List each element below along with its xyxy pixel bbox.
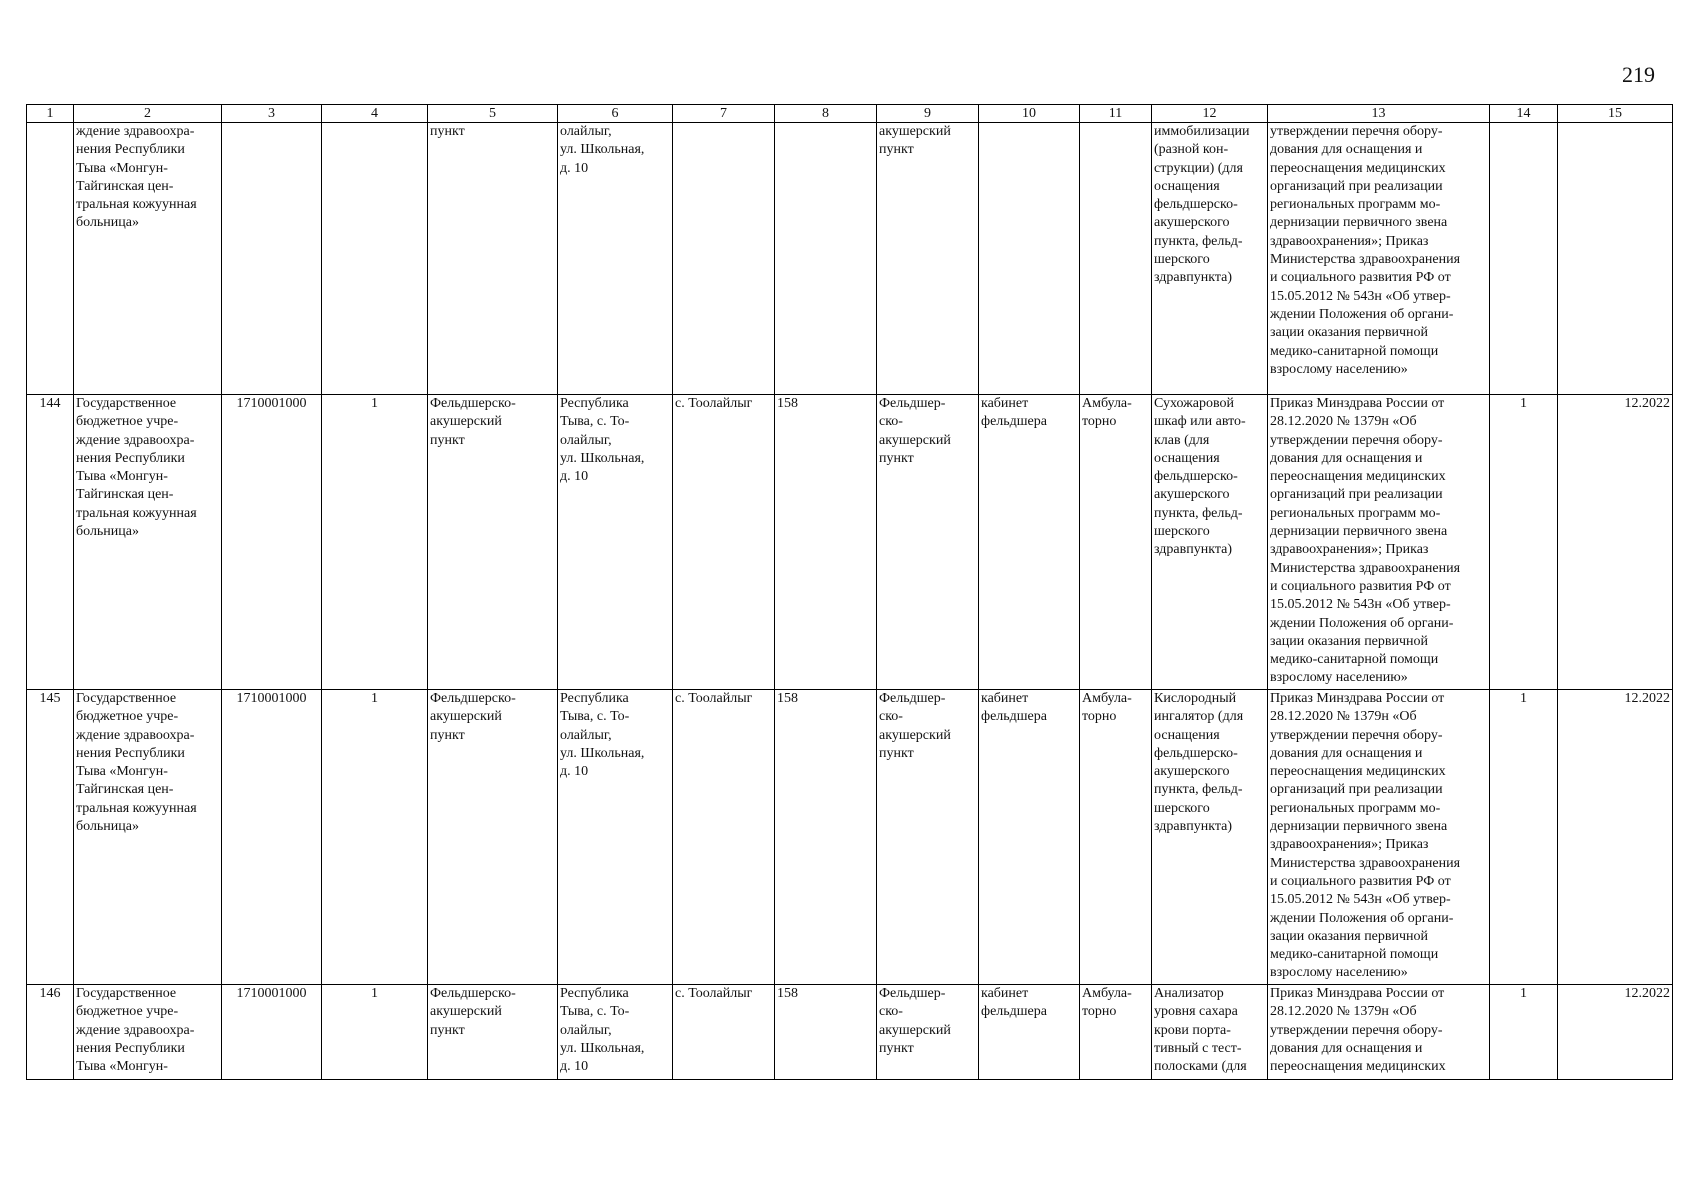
quantity-cell: 1 [1490, 690, 1558, 985]
legal-basis-cell: Приказ Минздрава России от 28.12.2020 № 1379н «Об утверждении перечня обору- дования для оснащения и переоснащения медицинских организаций при реализации региональных программ мо- дернизации первичного звена здравоохранения»; Приказ Министерства здравоохранения и социального развития РФ от 15.05.2012 № 543н «Об утвер- ждении Положения об органи- зации оказания первичной медико-санитарной помощи взрослому населению» [1268, 690, 1490, 985]
address-cell: Республика Тыва, с. То- олайлыг, ул. Школьная, д. 10 [558, 985, 673, 1080]
facility-type-cell: Фельдшерско- акушерский пункт [428, 690, 558, 985]
quantity-cell [1490, 123, 1558, 395]
row-number: 145 [27, 690, 74, 985]
column-number: 14 [1490, 105, 1558, 123]
unit-cell: Фельдшер- ско- акушерский пункт [877, 395, 979, 690]
column-number: 5 [428, 105, 558, 123]
registry-table [26, 104, 1673, 1080]
table-row [27, 690, 1673, 985]
settlement-cell: с. Тоолайлыг [673, 395, 775, 690]
address-cell: Республика Тыва, с. То- олайлыг, ул. Школьная, д. 10 [558, 690, 673, 985]
count-cell [322, 123, 428, 395]
page-number: 219 [1622, 62, 1655, 87]
room-cell: кабинет фельдшера [979, 395, 1080, 690]
settlement-cell: с. Тоолайлыг [673, 985, 775, 1080]
row-number [27, 123, 74, 395]
column-number: 3 [222, 105, 322, 123]
date-cell: 12.2022 [1558, 985, 1673, 1080]
count-cell: 1 [322, 985, 428, 1080]
facility-type-cell: Фельдшерско- акушерский пункт [428, 395, 558, 690]
care-condition-cell: Амбула- торно [1080, 690, 1152, 985]
equipment-cell: Кислородный ингалятор (для оснащения фельдшерско- акушерского пункта, фельд- шерского здравпункта) [1152, 690, 1268, 985]
facility-type-cell: Фельдшерско- акушерский пункт [428, 985, 558, 1080]
row-number: 146 [27, 985, 74, 1080]
legal-basis-cell: Приказ Минздрава России от 28.12.2020 № 1379н «Об утверждении перечня обору- дования для оснащения и переоснащения медицинских [1268, 985, 1490, 1080]
count-cell: 1 [322, 395, 428, 690]
care-condition-cell: Амбула- торно [1080, 395, 1152, 690]
address-cell: олайлыг, ул. Школьная, д. 10 [558, 123, 673, 395]
date-cell: 12.2022 [1558, 395, 1673, 690]
population-cell: 158 [775, 690, 877, 985]
table-row [27, 123, 1673, 395]
legal-basis-cell: утверждении перечня обору- дования для оснащения и переоснащения медицинских организаций при реализации региональных программ мо- дернизации первичного звена здравоохранения»; Приказ Министерства здравоохранения и социального развития РФ от 15.05.2012 № 543н «Об утвер- ждении Положения об органи- зации оказания первичной медико-санитарной помощи взрослому населению» [1268, 123, 1490, 395]
row-number: 144 [27, 395, 74, 690]
column-number: 12 [1152, 105, 1268, 123]
column-number: 15 [1558, 105, 1673, 123]
legal-basis-cell: Приказ Минздрава России от 28.12.2020 № 1379н «Об утверждении перечня обору- дования для оснащения и переоснащения медицинских организаций при реализации региональных программ мо- дернизации первичного звена здравоохранения»; Приказ Министерства здравоохранения и социального развития РФ от 15.05.2012 № 543н «Об утвер- ждении Положения об органи- зации оказания первичной медико-санитарной помощи взрослому населению» [1268, 395, 1490, 690]
unit-cell: акушерский пункт [877, 123, 979, 395]
room-cell: кабинет фельдшера [979, 690, 1080, 985]
institution-cell: Государственное бюджетное учре- ждение здравоохра- нения Республики Тыва «Монгун- [74, 985, 222, 1080]
address-cell: Республика Тыва, с. То- олайлыг, ул. Школьная, д. 10 [558, 395, 673, 690]
oktmo-cell [222, 123, 322, 395]
population-cell [775, 123, 877, 395]
care-condition-cell [1080, 123, 1152, 395]
equipment-cell: иммобилизации (разной кон- струкции) (для оснащения фельдшерско- акушерского пункта, фельд- шерского здравпункта) [1152, 123, 1268, 395]
institution-cell: ждение здравоохра- нения Республики Тыва «Монгун- Тайгинская цен- тральная кожуунная больница» [74, 123, 222, 395]
date-cell [1558, 123, 1673, 395]
table-row [27, 395, 1673, 690]
column-number: 13 [1268, 105, 1490, 123]
column-number: 8 [775, 105, 877, 123]
column-number: 6 [558, 105, 673, 123]
institution-cell: Государственное бюджетное учре- ждение здравоохра- нения Республики Тыва «Монгун- Тайгинская цен- тральная кожуунная больница» [74, 690, 222, 985]
facility-type-cell: пункт [428, 123, 558, 395]
settlement-cell: с. Тоолайлыг [673, 690, 775, 985]
room-cell [979, 123, 1080, 395]
column-number: 11 [1080, 105, 1152, 123]
institution-cell: Государственное бюджетное учре- ждение здравоохра- нения Республики Тыва «Монгун- Тайгинская цен- тральная кожуунная больница» [74, 395, 222, 690]
quantity-cell: 1 [1490, 395, 1558, 690]
population-cell: 158 [775, 395, 877, 690]
quantity-cell: 1 [1490, 985, 1558, 1080]
column-number: 7 [673, 105, 775, 123]
equipment-cell: Анализатор уровня сахара крови порта- тивный с тест- полосками (для [1152, 985, 1268, 1080]
column-number: 2 [74, 105, 222, 123]
column-number: 10 [979, 105, 1080, 123]
column-numbers-row [27, 105, 1673, 123]
unit-cell: Фельдшер- ско- акушерский пункт [877, 985, 979, 1080]
settlement-cell [673, 123, 775, 395]
table-row [27, 985, 1673, 1080]
column-number: 4 [322, 105, 428, 123]
equipment-cell: Сухожаровой шкаф или авто- клав (для оснащения фельдшерско- акушерского пункта, фельд- шерского здравпункта) [1152, 395, 1268, 690]
care-condition-cell: Амбула- торно [1080, 985, 1152, 1080]
oktmo-cell: 1710001000 [222, 690, 322, 985]
date-cell: 12.2022 [1558, 690, 1673, 985]
column-number: 9 [877, 105, 979, 123]
count-cell: 1 [322, 690, 428, 985]
oktmo-cell: 1710001000 [222, 985, 322, 1080]
room-cell: кабинет фельдшера [979, 985, 1080, 1080]
unit-cell: Фельдшер- ско- акушерский пункт [877, 690, 979, 985]
column-number: 1 [27, 105, 74, 123]
oktmo-cell: 1710001000 [222, 395, 322, 690]
population-cell: 158 [775, 985, 877, 1080]
